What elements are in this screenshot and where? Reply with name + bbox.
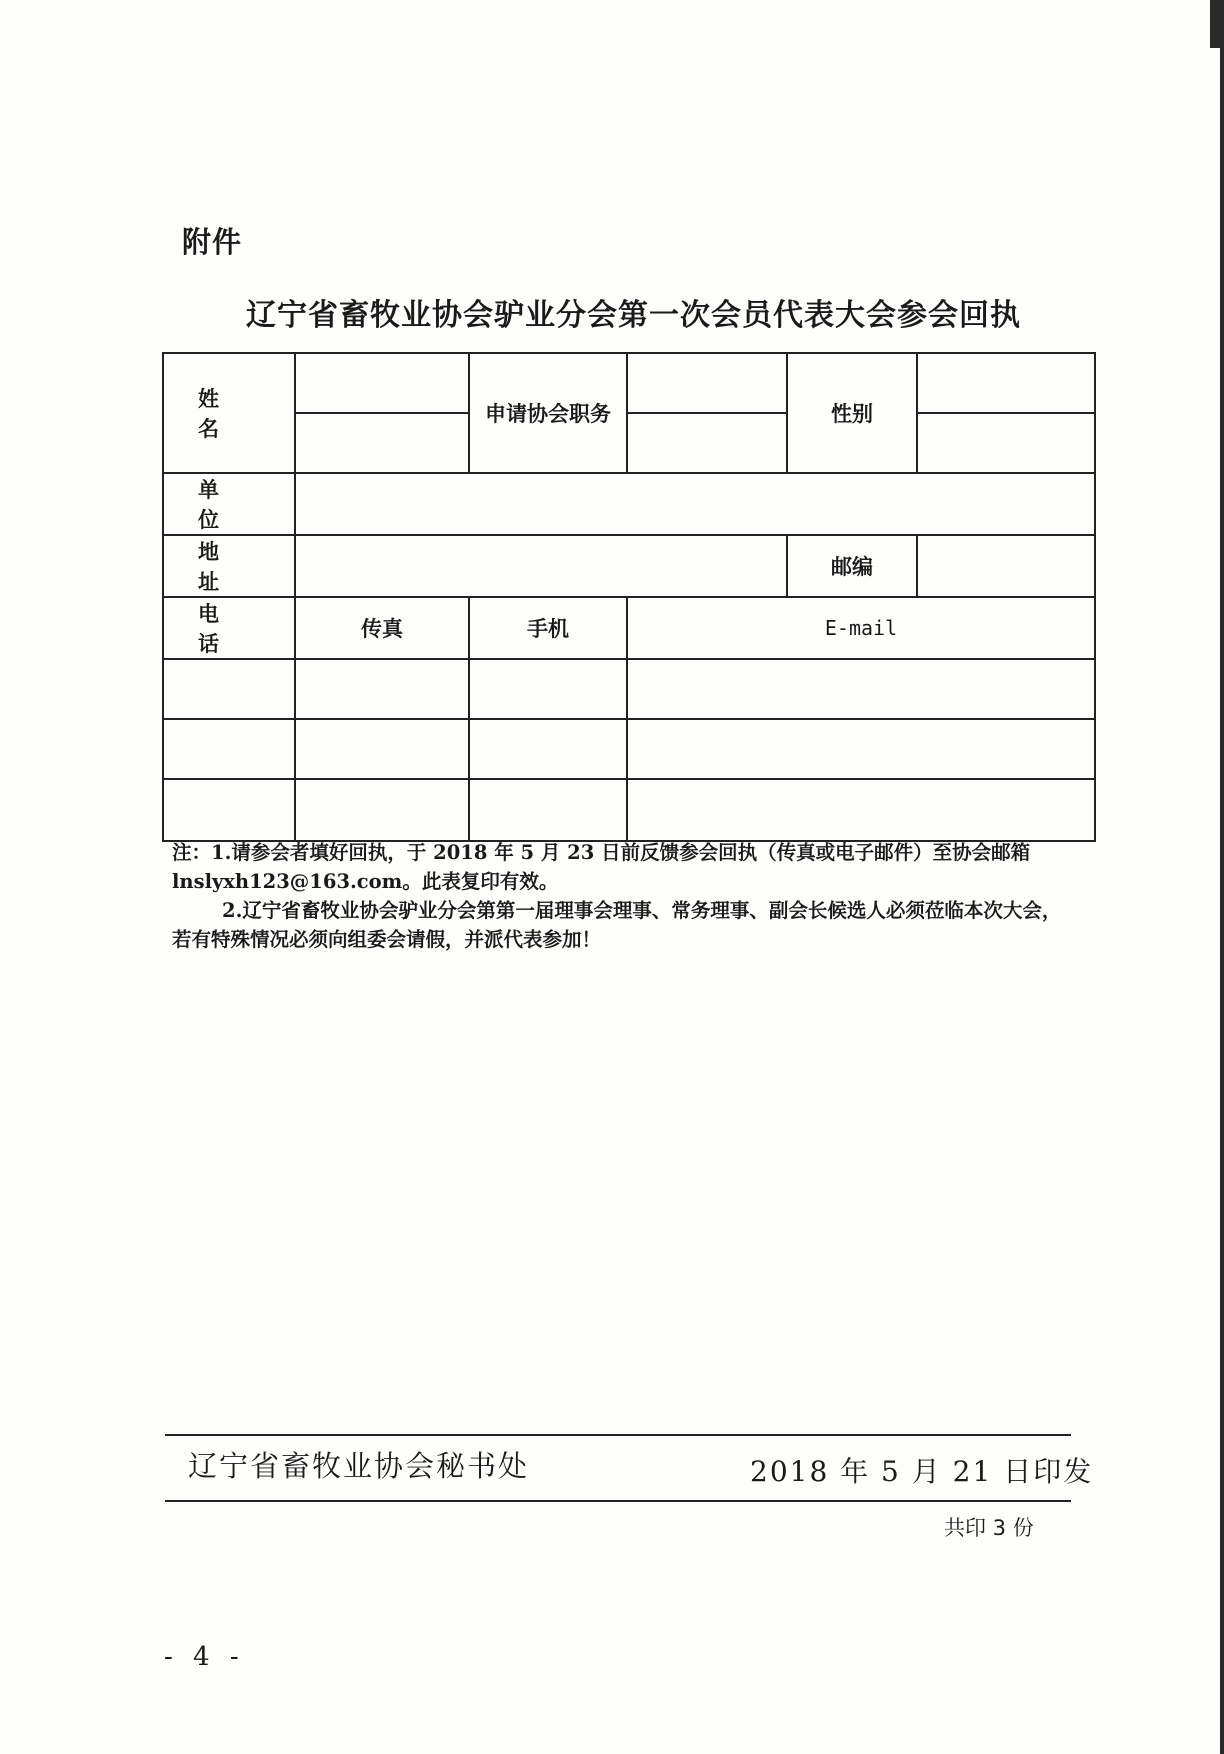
form-row-address (163, 535, 1095, 597)
footer-bottom-rule (165, 1500, 1071, 1502)
contact-row (163, 719, 1095, 779)
gender-label: 性别 (787, 353, 917, 473)
fax-field[interactable] (295, 719, 469, 779)
name-field-bottom[interactable] (296, 414, 468, 472)
gender-field-top[interactable] (918, 354, 1094, 414)
unit-label: 单 位 (163, 473, 295, 535)
registration-form-table (162, 352, 1096, 842)
postcode-label: 邮编 (787, 535, 917, 597)
name-field[interactable] (295, 353, 469, 473)
position-label: 申请协会职务 (469, 353, 627, 473)
address-field[interactable] (295, 535, 787, 597)
postcode-field[interactable] (917, 535, 1095, 597)
form-row-contact-header (163, 597, 1095, 659)
form-row-name (163, 353, 1095, 473)
address-label: 地 址 (163, 535, 295, 597)
fax-field[interactable] (295, 779, 469, 841)
attachment-label: 附件 (182, 225, 243, 259)
position-field-top[interactable] (628, 354, 786, 414)
fax-label: 传真 (295, 597, 469, 659)
phone-field[interactable] (163, 659, 295, 719)
document-title: 辽宁省畜牧业协会驴业分会第一次会员代表大会参会回执 (246, 298, 1021, 333)
copies-count: 共印 3 份 (944, 1516, 1034, 1540)
position-field-bottom[interactable] (628, 414, 786, 472)
gender-field-bottom[interactable] (918, 414, 1094, 472)
mobile-field[interactable] (469, 719, 627, 779)
email-field[interactable] (627, 659, 1095, 719)
mobile-label: 手机 (469, 597, 627, 659)
email-label: E-mail (627, 597, 1095, 659)
name-label: 姓 名 (163, 353, 295, 473)
email-field[interactable] (627, 779, 1095, 841)
phone-label: 电 话 (163, 597, 295, 659)
position-field[interactable] (627, 353, 787, 473)
gender-field[interactable] (917, 353, 1095, 473)
form-row-unit (163, 473, 1095, 535)
fax-field[interactable] (295, 659, 469, 719)
issuer: 辽宁省畜牧业协会秘书处 (188, 1449, 530, 1483)
email-field[interactable] (627, 719, 1095, 779)
phone-field[interactable] (163, 779, 295, 841)
notes-section (172, 838, 1078, 954)
mobile-field[interactable] (469, 659, 627, 719)
mobile-field[interactable] (469, 779, 627, 841)
contact-row (163, 659, 1095, 719)
contact-row (163, 779, 1095, 841)
note-1: 注：1.请参会者填好回执，于 2018 年 5 月 23 日前反馈参会回执（传真或电子邮件）至协会邮箱 lnslyxh123@163.com。此表复印有效。 (172, 841, 1031, 893)
name-field-top[interactable] (296, 354, 468, 414)
issue-date: 2018 年 5 月 21 日印发 (750, 1455, 1094, 1488)
note-2: 2.辽宁省畜牧业协会驴业分会第第一届理事会理事、常务理事、副会长候选人必须莅临本次大会，若有特殊情况必须向组委会请假，并派代表参加！ (172, 899, 1062, 951)
page-number: - 4 - (164, 1642, 245, 1672)
footer-top-rule (165, 1434, 1071, 1436)
unit-field[interactable] (295, 473, 1095, 535)
scan-edge-top (1210, 0, 1224, 48)
scan-edge (1220, 0, 1224, 1754)
phone-field[interactable] (163, 719, 295, 779)
